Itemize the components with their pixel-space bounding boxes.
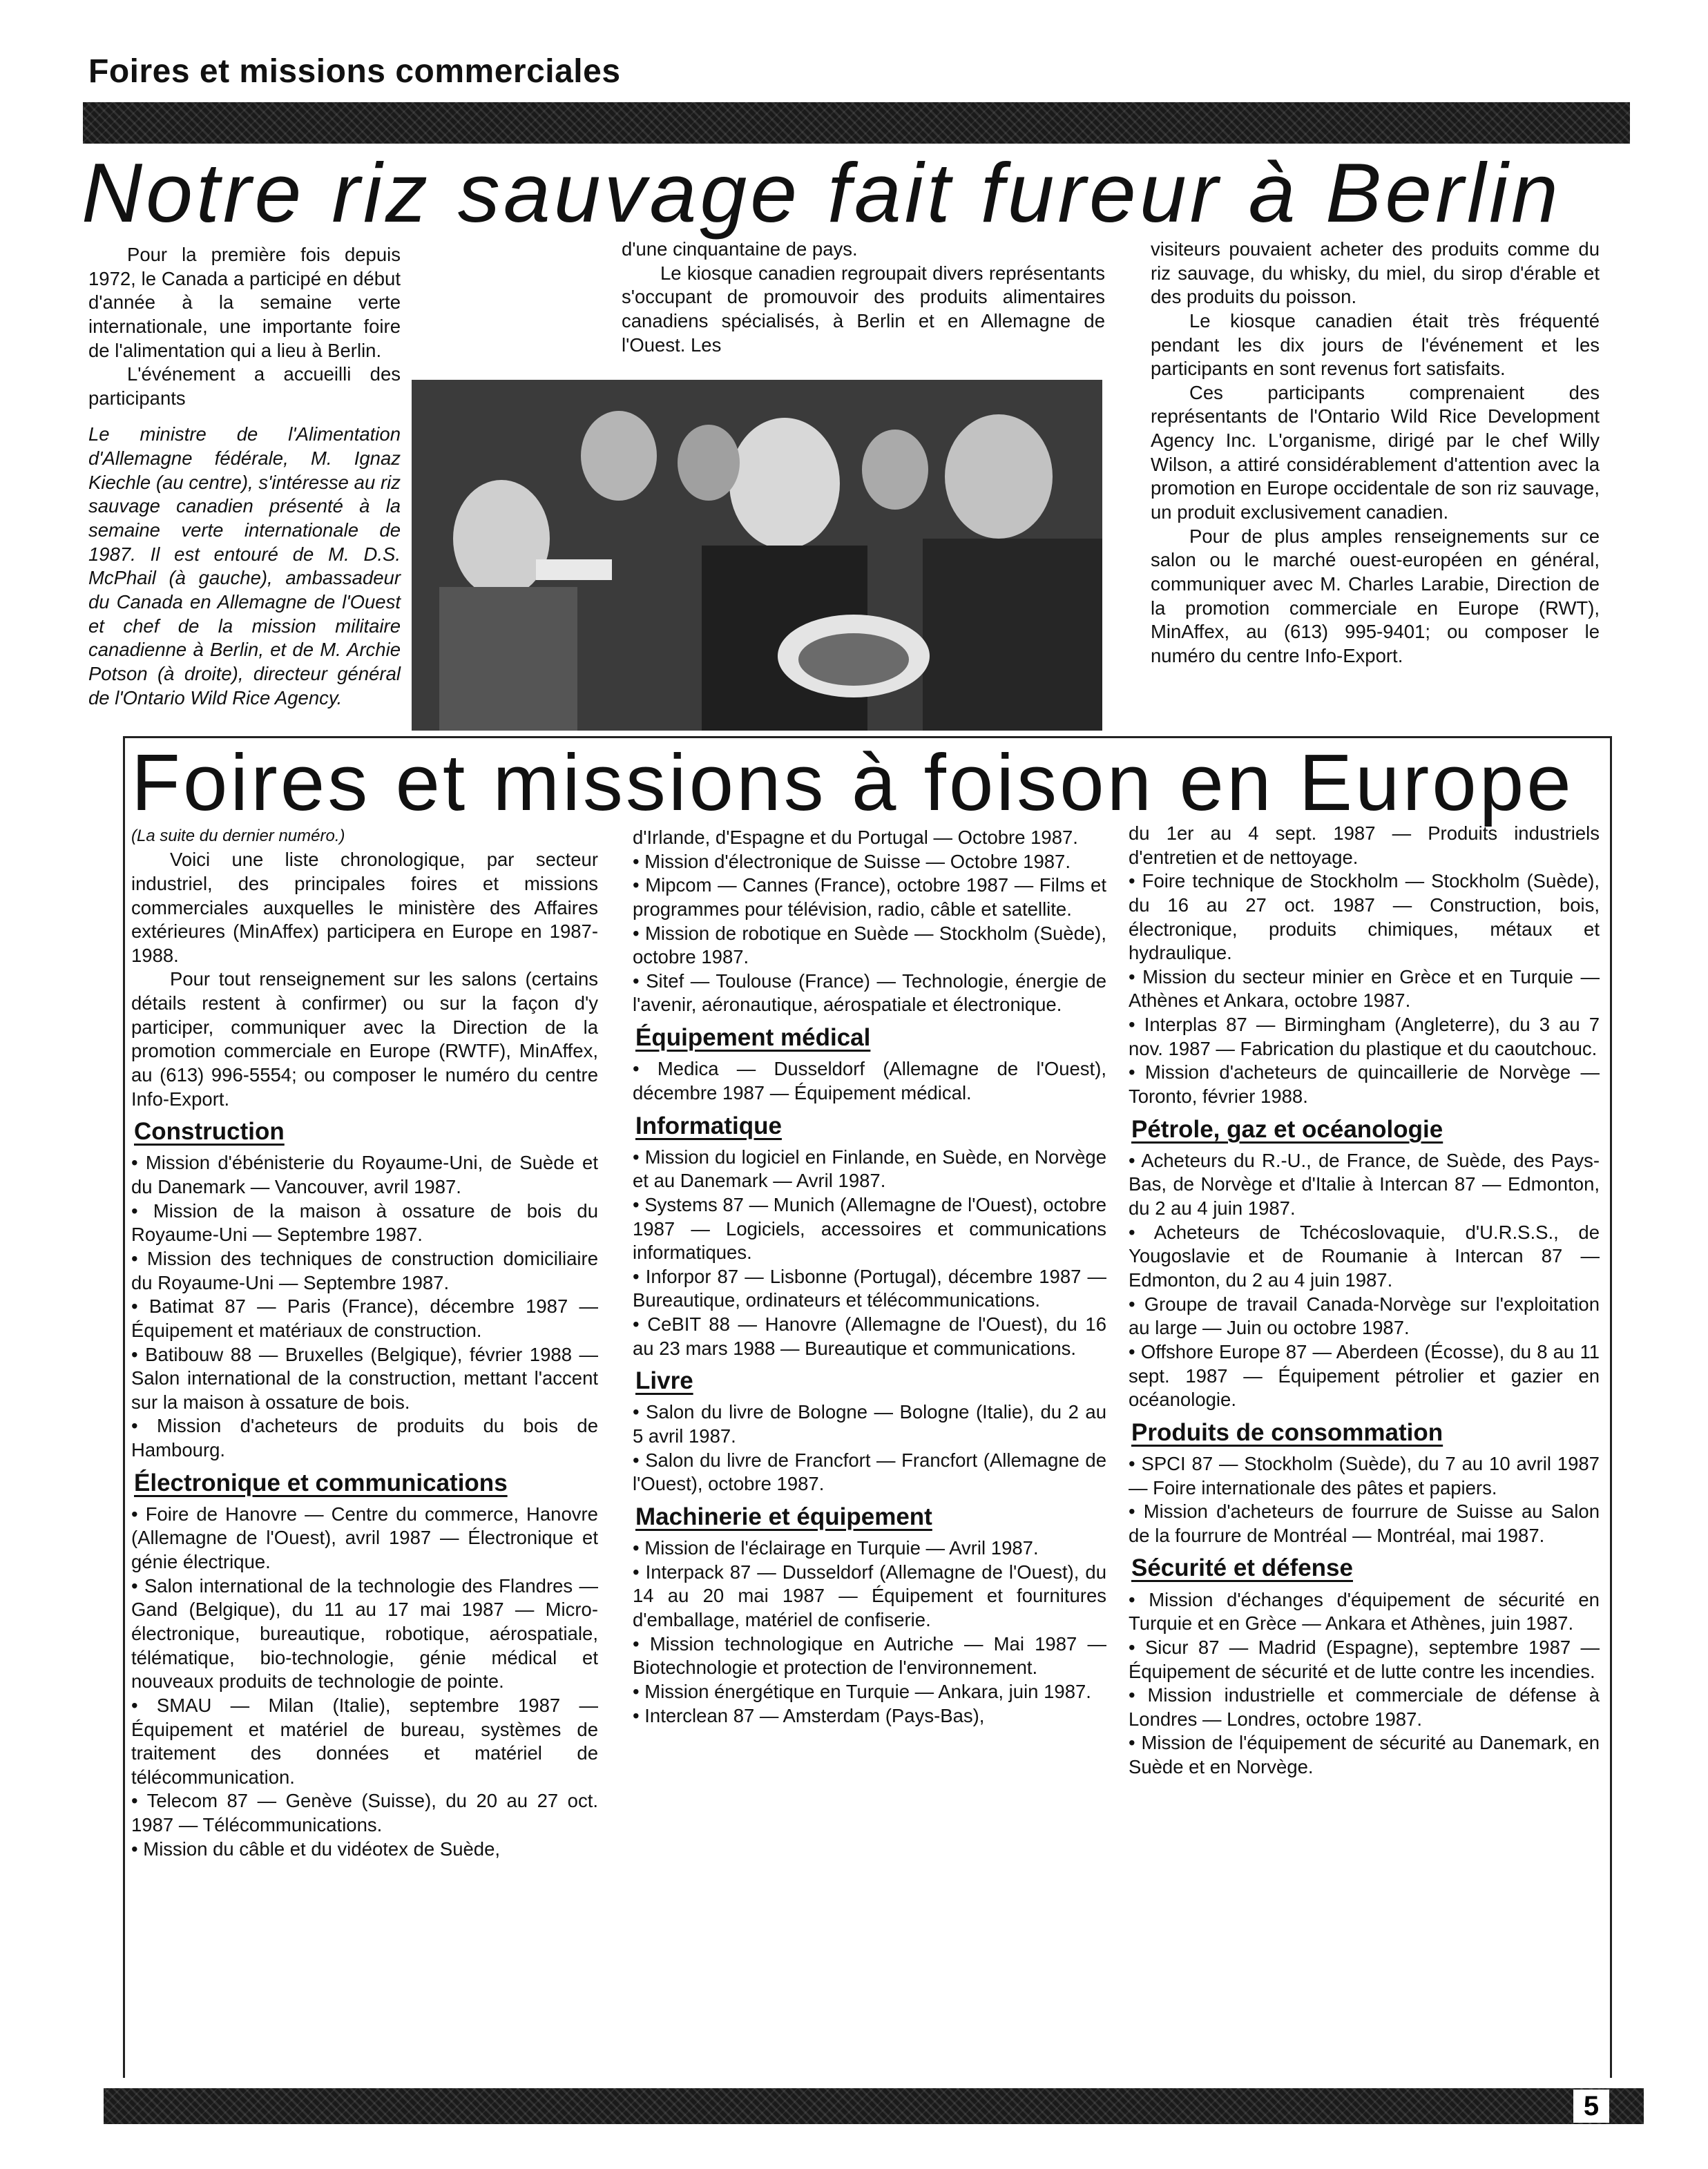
list-item: • Mission d'acheteurs de fourrure de Suisse au Salon de la fourrure de Montréal — Montréal, mai 1987.	[1129, 1500, 1600, 1548]
paragraph: visiteurs pouvaient acheter des produits comme du riz sauvage, du whisky, du miel, du sirop d'érable et des produits du poisson.	[1151, 238, 1600, 308]
paragraph: Ces participants comprenaient des représentants de l'Ontario Wild Rice Development Agency Inc. L'organisme, dirigé par le chef Willy Wilson, a attiré considérablement d'attention avec la promotion en Europe occidentale de son riz sauvage, un produit exclusivement canadien.	[1151, 381, 1600, 523]
list-item: • Telecom 87 — Genève (Suisse), du 20 au 27 oct. 1987 — Télécommunications.	[131, 1789, 598, 1837]
photo-caption: Le ministre de l'Alimentation d'Allemagne fédérale, M. Ignaz Kiechle (au centre), s'intéresse au riz sauvage canadien présenté à la semaine verte internationale de 1987. Il est entouré de M. D.S. McPhail (à gauche), ambassadeur du Canada en Allemagne de l'Ouest et chef de la mission militaire canadienne à Berlin, et de M. Archie Potson (à droite), directeur général de l'Ontario Wild Rice Agency.	[88, 423, 401, 708]
list-item: • Mipcom — Cannes (France), octobre 1987 — Films et programmes pour télévision, radio, câble et satellite.	[633, 874, 1106, 921]
subsection-heading: Machinerie et équipement	[635, 1503, 932, 1531]
subsection-heading: Pétrole, gaz et océanologie	[1131, 1115, 1443, 1143]
list-item: • Medica — Dusseldorf (Allemagne de l'Ouest), décembre 1987 — Équipement médical.	[633, 1057, 1106, 1105]
suite-note: (La suite du dernier numéro.)	[131, 827, 345, 845]
list-item: • Mission d'électronique de Suisse — Octobre 1987.	[633, 850, 1106, 874]
machinerie-list-continued	[1129, 869, 1600, 1108]
list-item: • Sitef — Toulouse (France) — Technologie, énergie de l'avenir, aéronautique, aérospatiale et électronique.	[633, 970, 1106, 1017]
page-number: 5	[1573, 2090, 1609, 2123]
list-item: • Mission d'ébénisterie du Royaume-Uni, de Suède et du Danemark — Vancouver, avril 1987.	[131, 1151, 598, 1199]
list-item: • Foire technique de Stockholm — Stockholm (Suède), du 16 au 27 oct. 1987 — Construction, bois, électronique, produits chimiques, métaux et hydraulique.	[1129, 869, 1600, 965]
list-item: • Mission du secteur minier en Grèce et en Turquie — Athènes et Ankara, octobre 1987.	[1129, 965, 1600, 1013]
list-item: • Interpack 87 — Dusseldorf (Allemagne de l'Ouest), du 14 au 20 mai 1987 — Équipement et fournitures d'emballage, matériel de confiserie.	[633, 1561, 1106, 1632]
list-item: • Salon du livre de Francfort — Francfort (Allemagne de l'Ouest), octobre 1987.	[633, 1449, 1106, 1496]
list-item: • Mission énergétique en Turquie — Ankara, juin 1987.	[633, 1680, 1106, 1704]
list-item: • Interclean 87 — Amsterdam (Pays-Bas),	[633, 1704, 1106, 1728]
informatique-list	[633, 1146, 1106, 1361]
subsection-heading: Livre	[635, 1367, 693, 1395]
article1-column-1	[88, 243, 401, 710]
article2-column-2	[633, 826, 1106, 1728]
list-item: • SPCI 87 — Stockholm (Suède), du 7 au 10 avril 1987 — Foire internationale des pâtes et papiers.	[1129, 1452, 1600, 1500]
list-item: • Mission d'acheteurs de produits du bois de Hambourg.	[131, 1414, 598, 1462]
subsection-heading: Informatique	[635, 1112, 782, 1139]
list-item: • Offshore Europe 87 — Aberdeen (Écosse), du 8 au 11 sept. 1987 — Équipement pétrolier et gazier en océanologie.	[1129, 1340, 1600, 1412]
paragraph: Pour de plus amples renseignements sur ce salon ou le marché ouest-européen en général, communiquer avec M. Charles Larabie, Direction de la promotion commerciale en Europe (RWT), MinAffex, au (613) 995-9401; ou composer le numéro du centre Info-Export.	[1151, 525, 1600, 666]
paragraph: L'événement a accueilli des participants	[88, 363, 401, 409]
paragraph: Pour la première fois depuis 1972, le Canada a participé en début d'année à la semaine verte internationale, une importante foire de l'alimentation qui a lieu à Berlin.	[88, 244, 401, 361]
paragraph: d'Irlande, d'Espagne et du Portugal — Octobre 1987.	[633, 827, 1078, 848]
list-item: • Foire de Hanovre — Centre du commerce, Hanovre (Allemagne de l'Ouest), avril 1987 — Électronique et génie électrique.	[131, 1503, 598, 1574]
paragraph: Pour tout renseignement sur les salons (certains détails restent à confirmer) ou sur la façon d'y participer, communiquer avec la Direction de la promotion commerciale en Europe (RWTF), MinAffex, au (613) 996-5554; ou composer le numéro du centre Info-Export.	[131, 968, 598, 1110]
list-item: • Mission de l'équipement de sécurité au Danemark, en Suède et en Norvège.	[1129, 1731, 1600, 1779]
consommation-list	[1129, 1452, 1600, 1548]
list-item: • Mission d'acheteurs de quincaillerie de Norvège — Toronto, février 1988.	[1129, 1061, 1600, 1108]
securite-list	[1129, 1588, 1600, 1780]
paragraph: Le kiosque canadien était très fréquenté pendant les dix jours de l'événement et les participants en sont revenus fort satisfaits.	[1151, 309, 1600, 380]
list-item: • CeBIT 88 — Hanovre (Allemagne de l'Ouest), du 16 au 23 mars 1988 — Bureautique et communications.	[633, 1313, 1106, 1360]
list-item: • Mission du logiciel en Finlande, en Suède, en Norvège et au Danemark — Avril 1987.	[633, 1146, 1106, 1193]
machinerie-list	[633, 1536, 1106, 1728]
electronique-list-continued	[633, 850, 1106, 1017]
list-item: • Mission d'échanges d'équipement de sécurité en Turquie et en Grèce — Ankara et Athènes, juin 1987.	[1129, 1588, 1600, 1636]
article1-column-2	[622, 238, 1105, 357]
paragraph: d'une cinquantaine de pays.	[622, 238, 858, 260]
list-item: • Mission de robotique en Suède — Stockholm (Suède), octobre 1987.	[633, 922, 1106, 970]
petrole-list	[1129, 1149, 1600, 1412]
subsection-heading: Électronique et communications	[134, 1469, 508, 1496]
livre-list	[633, 1400, 1106, 1496]
list-item: • Interplas 87 — Birmingham (Angleterre), du 3 au 7 nov. 1987 — Fabrication du plastique et du caoutchouc.	[1129, 1013, 1600, 1061]
footer-band	[104, 2088, 1644, 2124]
photo-image	[412, 380, 1102, 731]
list-item: • Mission du câble et du vidéotex de Suède,	[131, 1838, 598, 1862]
list-item: • Mission technologique en Autriche — Mai 1987 — Biotechnologie et protection de l'environnement.	[633, 1632, 1106, 1680]
list-item: • Acheteurs du R.-U., de France, de Suède, des Pays-Bas, de Norvège et d'Italie à Intercan 87 — Edmonton, du 2 au 4 juin 1987.	[1129, 1149, 1600, 1221]
subsection-heading: Équipement médical	[635, 1024, 871, 1052]
header-band	[83, 102, 1630, 144]
subsection-heading: Produits de consommation	[1131, 1418, 1443, 1446]
article-headline: Notre riz sauvage fait fureur à Berlin	[81, 146, 1562, 240]
photo	[412, 380, 1102, 731]
electronique-list	[131, 1503, 598, 1862]
article2-headline: Foires et missions à foison en Europe	[131, 738, 1574, 827]
list-item: • Inforpor 87 — Lisbonne (Portugal), décembre 1987 — Bureautique, ordinateurs et télécommunications.	[633, 1265, 1106, 1313]
article1-column-3	[1151, 238, 1600, 668]
paragraph: Le kiosque canadien regroupait divers représentants s'occupant de promouvoir des produits alimentaires canadiens spécialisés, à Berlin et en Allemagne de l'Ouest. Les	[622, 262, 1105, 356]
list-item: • SMAU — Milan (Italie), septembre 1987 — Équipement et matériel de bureau, systèmes de traitement des données et matériel de télécommunication.	[131, 1694, 598, 1790]
list-item: • Batibouw 88 — Bruxelles (Belgique), février 1988 — Salon international de la construction, mettant l'accent sur la maison à ossature de bois.	[131, 1343, 598, 1415]
list-item: • Systems 87 — Munich (Allemagne de l'Ouest), octobre 1987 — Logiciels, accessoires et communications informatiques.	[633, 1193, 1106, 1265]
list-item: • Salon du livre de Bologne — Bologne (Italie), du 2 au 5 avril 1987.	[633, 1400, 1106, 1448]
list-item: • Batimat 87 — Paris (France), décembre 1987 — Équipement et matériaux de construction.	[131, 1295, 598, 1342]
paragraph: du 1er au 4 sept. 1987 — Produits industriels d'entretien et de nettoyage.	[1129, 822, 1600, 868]
section-title: Foires et missions commerciales	[88, 53, 621, 90]
list-item: • Mission de l'éclairage en Turquie — Avril 1987.	[633, 1536, 1106, 1561]
article2-column-1	[131, 826, 598, 1861]
list-item: • Salon international de la technologie des Flandres — Gand (Belgique), du 11 au 17 mai 1987 — Micro-électronique, bureautique, robotique, aérospatiale, télématique, bio-technologie, génie médical et nouveaux produits de technologie de pointe.	[131, 1574, 598, 1694]
list-item: • Mission de la maison à ossature de bois du Royaume-Uni — Septembre 1987.	[131, 1199, 598, 1247]
subsection-heading: Sécurité et défense	[1131, 1554, 1353, 1582]
list-item: • Mission des techniques de construction domiciliaire du Royaume-Uni — Septembre 1987.	[131, 1247, 598, 1295]
medical-list	[633, 1057, 1106, 1105]
list-item: • Acheteurs de Tchécoslovaquie, d'U.R.S.S., de Yougoslavie et de Roumanie à Intercan 87 — Edmonton, du 2 au 4 juin 1987.	[1129, 1221, 1600, 1293]
article2-column-3	[1129, 822, 1600, 1780]
construction-list	[131, 1151, 598, 1462]
paragraph: Voici une liste chronologique, par secteur industriel, des principales foires et missions commerciales auxquelles le ministère des Affaires extérieures (MinAffex) participera en Europe en 1987-1988.	[131, 849, 598, 966]
list-item: • Mission industrielle et commerciale de défense à Londres — Londres, octobre 1987.	[1129, 1684, 1600, 1731]
list-item: • Sicur 87 — Madrid (Espagne), septembre 1987 — Équipement de sécurité et de lutte contre les incendies.	[1129, 1636, 1600, 1684]
subsection-heading: Construction	[134, 1118, 285, 1146]
list-item: • Groupe de travail Canada-Norvège sur l'exploitation au large — Juin ou octobre 1987.	[1129, 1293, 1600, 1340]
